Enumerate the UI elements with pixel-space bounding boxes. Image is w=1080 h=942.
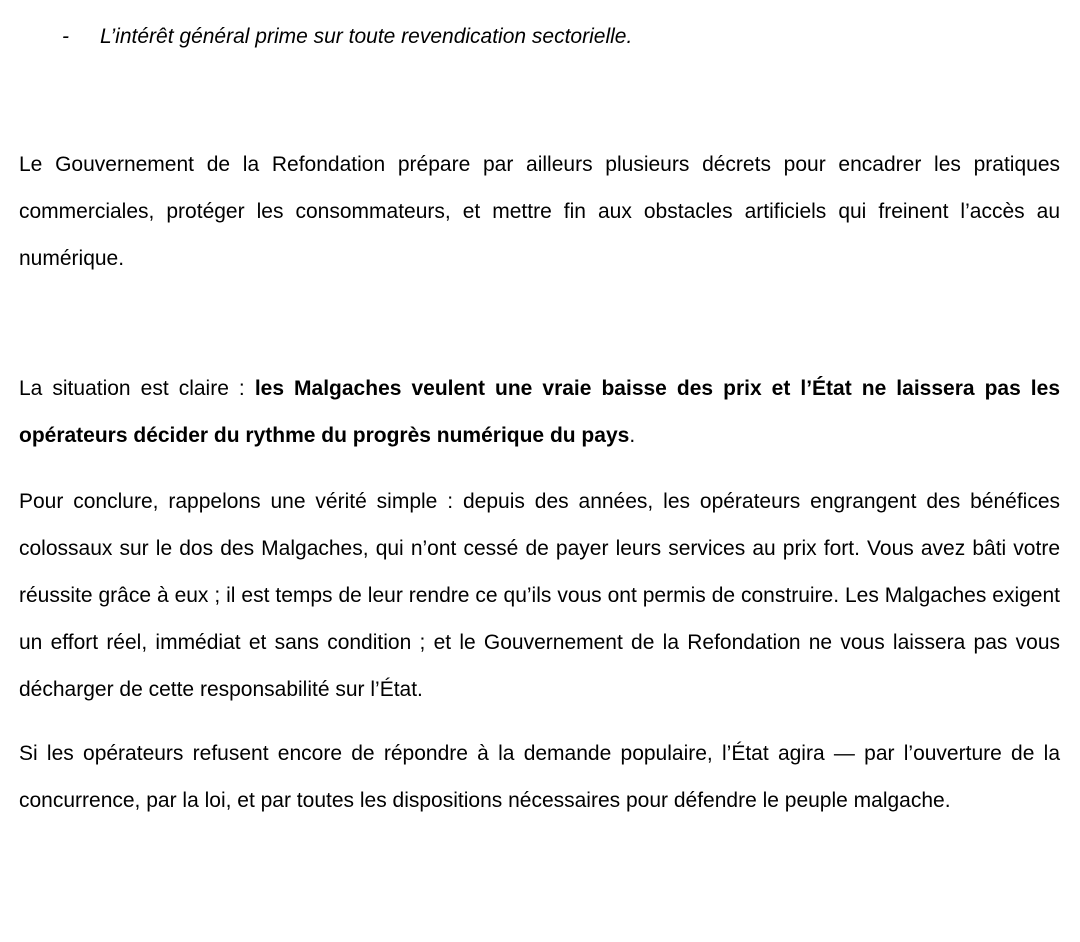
paragraph-conclusion: Pour conclure, rappelons une vérité simple : depuis des années, les opérateurs engrangent des bénéfices colossaux sur le dos des Malgaches, qui n’ont cessé de payer leurs services au prix fort. Vous avez bâti votre réussite grâce à eux ; il est temps de leur rendre ce qu’ils vous ont permis de construire. Les Malgaches exigent un effort réel, immédiat et sans condition ; et le Gouvernement de la Refondation ne vous laissera pas vous décharger de cette responsabilité sur l’État. xyxy=(19,490,1060,701)
paragraph-ultimatum: Si les opérateurs refusent encore de répondre à la demande populaire, l’État agira — par l’ouverture de la concurrence, par la loi, et par toutes les dispositions nécessaires pour défendre le peuple malgache. xyxy=(19,742,1060,812)
situation-bold-statement: les Malgaches veulent une vraie baisse des prix et l’État ne laissera pas les opérateurs décider du rythme du progrès numérique du pays xyxy=(19,377,1060,447)
bullet-item-text: L’intérêt général prime sur toute revendication sectorielle. xyxy=(100,25,633,48)
bullet-list-item xyxy=(19,13,1060,60)
situation-prefix-text: La situation est claire : xyxy=(19,377,255,400)
paragraph-decrets: Le Gouvernement de la Refondation prépare par ailleurs plusieurs décrets pour encadrer les pratiques commerciales, protéger les consommateurs, et mettre fin aux obstacles artificiels qui freinent l’accès au numérique. xyxy=(19,153,1060,270)
bullet-dash-marker: - xyxy=(62,25,69,48)
paragraph-situation xyxy=(19,365,1060,459)
situation-suffix-text: . xyxy=(629,424,636,447)
